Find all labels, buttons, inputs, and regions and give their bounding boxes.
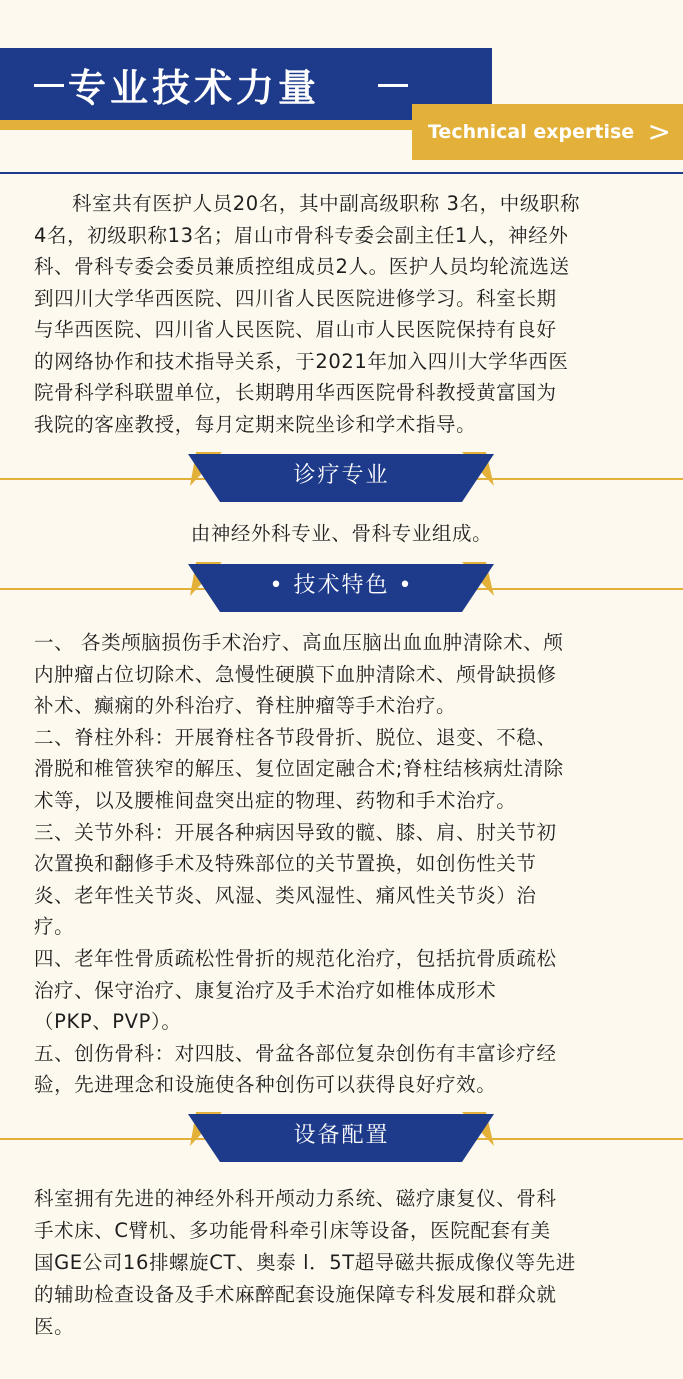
features-line: 炎、老年性关节炎、风湿、类风湿性、痛风性关节炎）治 — [34, 883, 537, 907]
equipment-line: 的辅助检查设备及手术麻醉配套设施保障专科发展和群众就 — [34, 1283, 557, 1306]
equipment-line: 国GE公司16排螺旋CT、奥泰 l．5T超导磁共振成像仪等先进 — [34, 1251, 576, 1274]
features-line: 滑脱和椎管狭窄的解压、复位固定融合术;脊柱结核病灶清除 — [34, 757, 564, 781]
equipment-paragraph — [34, 1183, 652, 1343]
intro-paragraph — [34, 188, 652, 440]
header-right-dash — [378, 84, 408, 87]
features-line: （PKP、PVP）。 — [34, 1010, 182, 1034]
features-paragraph — [34, 627, 652, 1101]
features-line: 治疗、保守治疗、康复治疗及手术治疗如椎体成形术 — [34, 978, 497, 1002]
features-line: 疗。 — [34, 915, 75, 939]
section-title-specialty: 诊疗专业 — [293, 463, 390, 488]
section-title-equipment: 设备配置 — [293, 1123, 390, 1148]
features-line: 四、老年性骨质疏松性骨折的规范化治疗，包括抗骨质疏松 — [34, 946, 557, 970]
features-line: 三、关节外科：开展各种病因导致的髋、膝、肩、肘关节初 — [34, 820, 557, 844]
equipment-line: 手术床、C臂机、多功能骨科牵引床等设备，医院配套有美 — [34, 1219, 551, 1242]
intro-line: 科室共有医护人员20名，其中副高级职称 3名，中级职称 — [72, 192, 581, 215]
header-divider — [0, 172, 683, 174]
features-line: 验，先进理念和设施使各种创伤可以获得良好疗效。 — [34, 1073, 497, 1097]
intro-line: 院骨科学科联盟单位，长期聘用华西医院骨科教授黄富国为 — [34, 381, 557, 404]
intro-line: 我院的客座教授，每月定期来院坐诊和学术指导。 — [34, 412, 477, 436]
section-title-features: • 技术特色 • — [269, 573, 414, 598]
intro-line: 的网络协作和技术指导关系，于2021年加入四川大学华西医 — [34, 349, 569, 373]
header-english-label: Technical expertise — [428, 121, 635, 143]
features-line: 次置换和翻修手术及特殊部位的关节置换，如创伤性关节 — [34, 852, 537, 876]
intro-line: 与华西医院、四川省人民医院、眉山市人民医院保持有良好 — [34, 318, 557, 341]
features-line: 内肿瘤占位切除术、急慢性硬膜下血肿清除术、颅骨缺损修 — [34, 662, 557, 686]
page-title: 专业技术力量 — [68, 66, 321, 110]
features-line: 二、脊柱外科：开展脊柱各节段骨折、脱位、退变、不稳、 — [34, 725, 557, 749]
intro-line: 到四川大学华西医院、四川省人民医院进修学习。科室长期 — [34, 286, 557, 310]
features-line: 一、 各类颅脑损伤手术治疗、高血压脑出血血肿清除术、颅 — [34, 631, 564, 654]
features-line: 补术、癫痫的外科治疗、脊柱肿瘤等手术治疗。 — [34, 694, 457, 718]
chevron-right-icon: > — [647, 115, 671, 148]
equipment-line: 科室拥有先进的神经外科开颅动力系统、磁疗康复仪、骨科 — [34, 1187, 557, 1210]
header-left-dash — [34, 84, 64, 87]
intro-line: 4名，初级职称13名；眉山市骨科专委会副主任1人，神经外 — [34, 223, 569, 247]
header-english-tag — [412, 104, 683, 160]
specialty-line: 由神经外科专业、骨科专业组成。 — [190, 522, 493, 545]
equipment-line: 医。 — [34, 1315, 75, 1338]
specialty-paragraph — [0, 518, 683, 550]
features-line: 五、创伤骨科：对四肢、骨盆各部位复杂创伤有丰富诊疗经 — [34, 1041, 557, 1065]
features-line: 术等，以及腰椎间盘突出症的物理、药物和手术治疗。 — [34, 788, 517, 812]
intro-line: 科、骨科专委会委员兼质控组成员2人。医护人员均轮流选送 — [34, 255, 570, 278]
